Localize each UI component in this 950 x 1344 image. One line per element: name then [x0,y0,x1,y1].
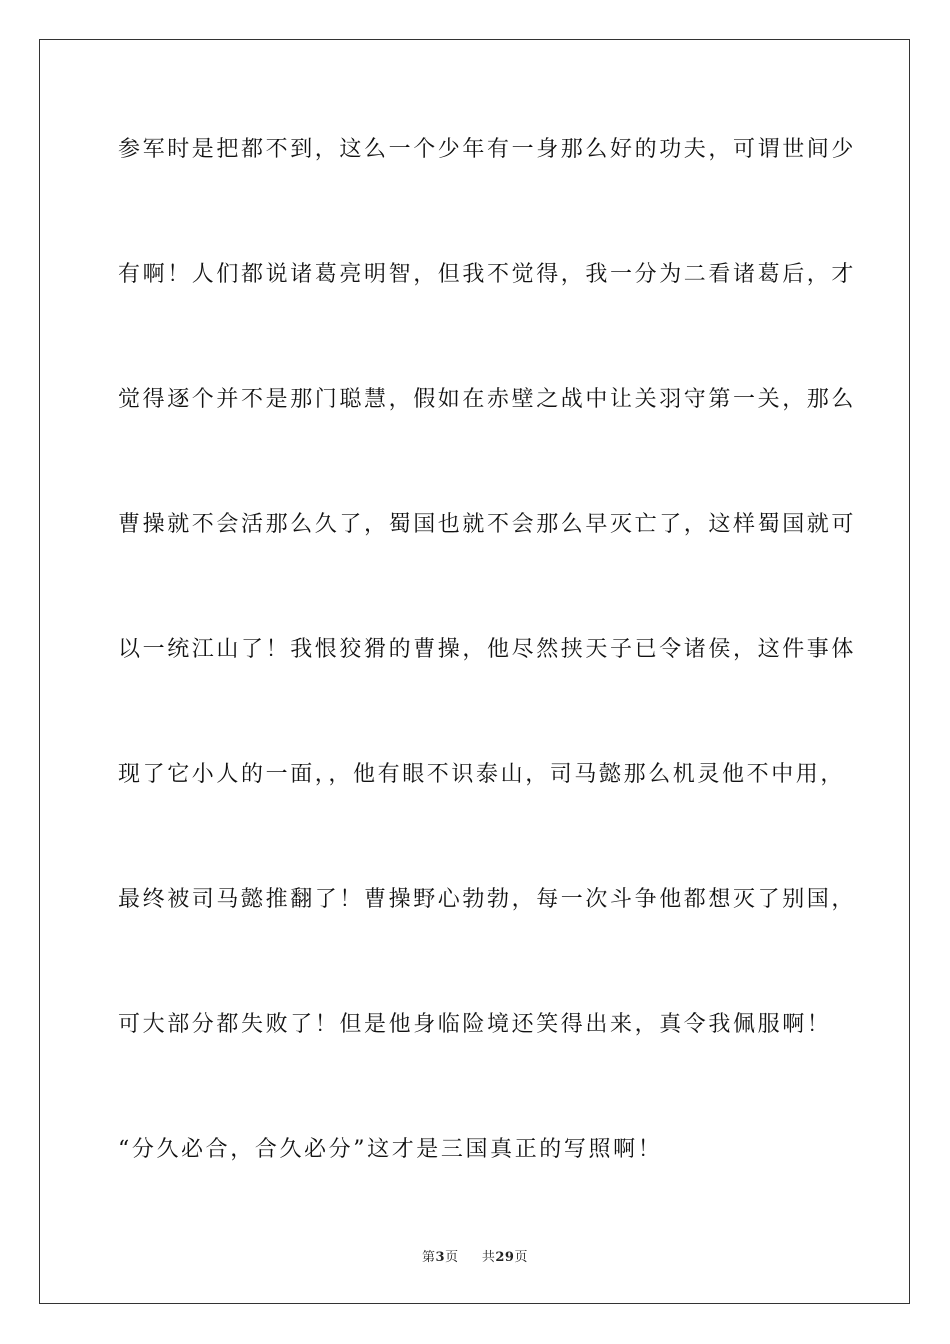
text-line: 以一统江山了！我恨狡猾的曹操，他尽然挟天子已令诸侯，这件事体 [118,637,857,662]
text-line: 有啊！人们都说诸葛亮明智，但我不觉得，我一分为二看诸葛后，才 [118,262,857,287]
text-line: 可大部分都失败了！但是他身临险境还笑得出来，真令我佩服啊！ [118,1012,832,1037]
total-prefix: 共 [481,1250,496,1265]
page-prefix: 第 [422,1250,436,1265]
text-line: 最终被司马懿推翻了！曹操野心勃勃，每一次斗争他都想灭了别国， [118,887,857,912]
page-number: 3 [435,1250,446,1265]
text-line: “分久必合，合久必分”这才是三国真正的写照啊！ [118,1137,663,1162]
page-footer [0,1246,950,1265]
page-indicator [422,1250,463,1265]
total-pages-indicator [482,1250,528,1265]
text-line: 参军时是把都不到，这么一个少年有一身那么好的功夫，可谓世间少 [118,137,857,162]
page-suffix: 页 [445,1250,459,1265]
text-line: 觉得逐个并不是那门聪慧，假如在赤壁之战中让关羽守第一关，那么 [118,387,857,412]
document-body [118,124,857,1249]
total-suffix: 页 [514,1250,528,1265]
text-line: 曹操就不会活那么久了，蜀国也就不会那么早灭亡了，这样蜀国就可 [118,512,857,537]
total-pages: 29 [495,1250,515,1265]
text-line: 现了它小人的一面，，他有眼不识泰山，司马懿那么机灵他不中用， [118,762,846,787]
